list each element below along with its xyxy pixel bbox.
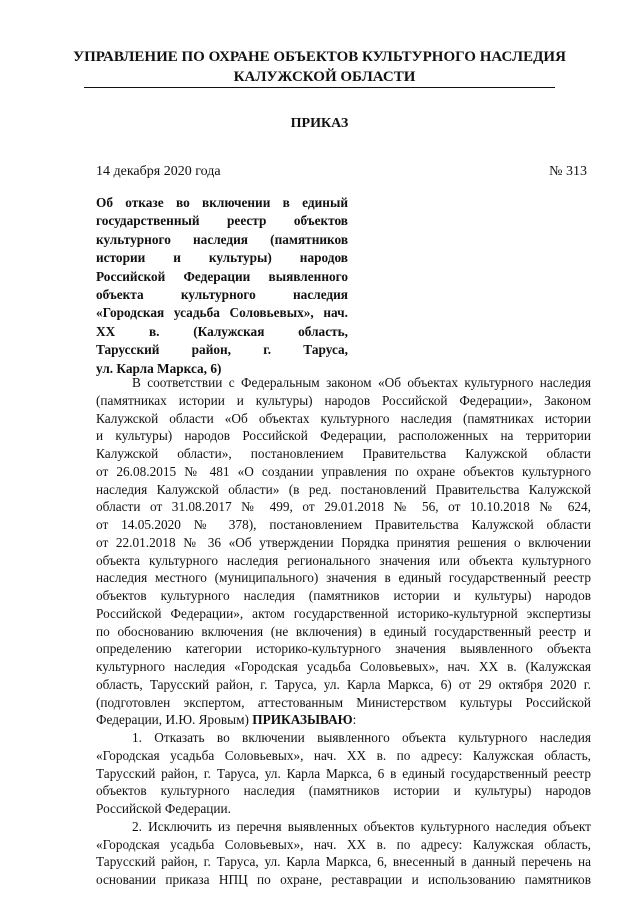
body-line: области от 31.08.2017 № 499, от 29.01.2018 № 56, от 10.10.2018 № 624, — [96, 499, 591, 515]
subject-block — [96, 194, 348, 378]
issuer-line-2: КАЛУЖСКОЙ ОБЛАСТИ — [84, 67, 556, 88]
body-line: область, Тарусский район, г. Таруса, ул. Карла Маркса, 6) от 29 октября 2020 г. — [96, 676, 591, 692]
body-line: от 14.05.2020 № 378), постановлением Правительства Калужской области — [96, 517, 591, 532]
item-2-line: Тарусский район, г. Таруса, ул. Карла Маркса, 6, внесенный в данный перечень на — [96, 854, 591, 870]
document-number: № 313 — [549, 164, 587, 179]
item-2-line: 2. Исключить из перечня выявленных объектов культурного наследия объект — [132, 818, 591, 834]
body-line: по обоснованию включения (не включения) в единый государственный реестр и — [96, 623, 591, 639]
document-date: 14 декабря 2020 года — [96, 164, 221, 179]
preamble-end: Федерации, И.Ю. Яровым) — [96, 712, 249, 728]
issuer-header — [0, 47, 639, 88]
body-line: Калужской области», постановлением Правительства Калужской области — [96, 446, 591, 461]
document-body — [96, 374, 591, 889]
subject-line: XX в. (Калужская область, — [96, 323, 348, 339]
item-2-line: основании приказа НПЦ по охране, реставрации и использованию памятников — [96, 872, 591, 887]
item-1-line: 1. Отказать во включении выявленного объекта культурного наследия — [132, 730, 591, 745]
body-line: Российской Федерации», актом государственной историко-культурной экспертизы — [96, 605, 591, 621]
order-word: ПРИКАЗЫВАЮ — [252, 712, 353, 728]
order-colon: : — [352, 712, 357, 728]
body-line: (памятниках истории и культуры) народов Российской Федерации», Законом — [96, 392, 591, 408]
body-line: Калужской области «Об объектах культурного наследия (памятниках истории — [96, 410, 591, 426]
document-title: ПРИКАЗ — [290, 116, 349, 131]
body-line — [96, 711, 591, 729]
body-line: культурного наследия «Городская усадьба Соловьевых», нач. XX в. (Калужская — [96, 659, 591, 674]
subject-line: объекта культурного наследия — [96, 287, 348, 303]
body-line: объектов культурного наследия (памятников истории и культуры) народов — [96, 588, 591, 603]
subject-line: государственный реестр объектов — [96, 213, 348, 229]
item-2-line: «Городская усадьба Соловьевых», нач. XX в. по адресу: Калужская область, — [96, 836, 591, 852]
body-line: наследия местного (муниципального) значения в единый государственный реестр — [96, 570, 591, 586]
body-line: объекта культурного наследия регионального значения или объекта культурного — [96, 552, 591, 568]
item-1-line: «Городская усадьба Соловьевых», нач. XX в. по адресу: Калужская область, — [96, 747, 591, 763]
subject-line: Российской Федерации выявленного — [96, 268, 348, 284]
item-1-line: объектов культурного наследия (памятников истории и культуры) народов — [96, 783, 591, 799]
body-line: определению категории историко-культурного значения выявленного объекта — [96, 641, 591, 657]
subject-line: ул. Карла Маркса, 6) — [96, 360, 222, 376]
subject-line: Об отказе во включении в единый — [96, 195, 348, 210]
body-line: (подготовлен экспертом, аттестованным Министерством культуры Российской — [96, 694, 591, 710]
body-line: от 26.08.2015 № 481 «О создании управления по охране объектов культурного — [96, 463, 591, 479]
item-1-line: Тарусский район, г. Таруса, ул. Карла Маркса, 6 в единый государственный реестр — [96, 765, 591, 781]
subject-line: культурного наследия (памятников — [96, 231, 348, 247]
body-line: от 22.01.2018 № 36 «Об утверждении Порядка принятия решения о включении — [96, 534, 591, 550]
item-1-line: Российской Федерации. — [96, 801, 231, 816]
body-line: В соответствии с Федеральным законом «Об объектах культурного наследия — [132, 375, 591, 390]
body-line: наследия Калужской области» (в ред. постановлений Правительства Калужской — [96, 481, 591, 497]
subject-line: «Городская усадьба Соловьевых», нач. — [96, 305, 348, 321]
subject-line: истории и культуры) народов — [96, 250, 348, 266]
body-line: и культуры) народов Российской Федерации, расположенных на территории — [96, 428, 591, 444]
subject-line: Тарусский район, г. Таруса, — [96, 342, 348, 358]
issuer-line-1: УПРАВЛЕНИЕ ПО ОХРАНЕ ОБЪЕКТОВ КУЛЬТУРНОГО НАСЛЕДИЯ — [73, 49, 566, 65]
